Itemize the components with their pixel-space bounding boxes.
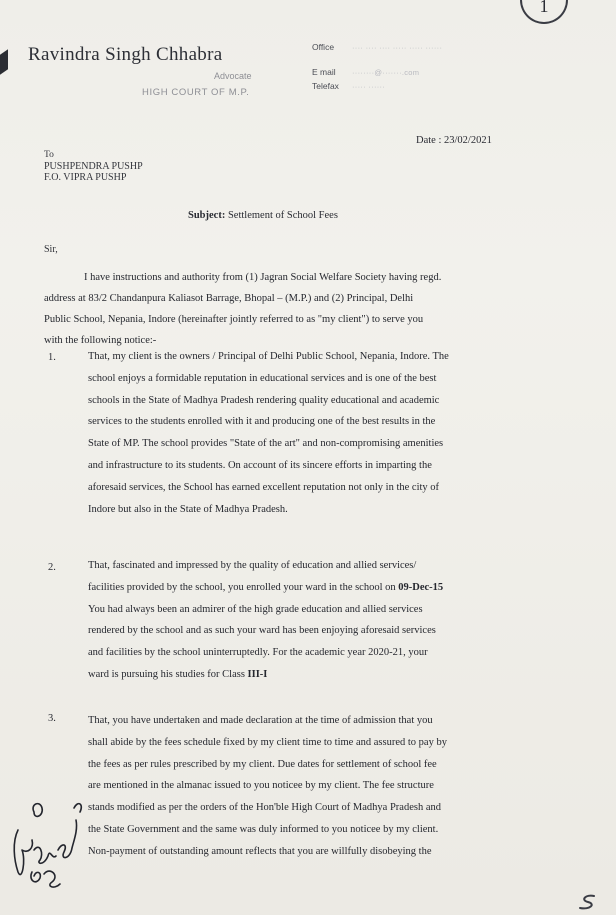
paragraph-line: That, fascinated and impressed by the quality of education and allied services/ (88, 560, 417, 571)
subject-text: Settlement of School Fees (227, 210, 338, 221)
contact-value: ········@·······.com (352, 67, 420, 77)
paragraph-line: services to the students enrolled with it and producing one of the best results in the (88, 416, 436, 428)
letterhead-name: Ravindra Singh Chhabra (28, 44, 223, 65)
contact-label: Office (312, 42, 335, 52)
paragraph-body (88, 555, 548, 686)
paragraph-line: stands modified as per the orders of the Hon'ble High Court of Madhya Pradesh and (88, 802, 441, 814)
paragraph-number: 3. (48, 713, 56, 724)
paragraph-body (88, 710, 548, 863)
contact-email-row (312, 65, 442, 79)
paragraph-number: 1. (48, 352, 56, 363)
paragraph-number: 2. (48, 562, 56, 573)
contact-office-row (312, 40, 442, 54)
contact-label: Telefax (312, 81, 339, 91)
paragraph-line (88, 664, 548, 686)
class-value: III-I (247, 668, 268, 680)
enrollment-date: 09-Dec-15 (398, 581, 444, 593)
recipient-name: PUSHPENDRA PUSHP (44, 161, 143, 172)
contact-label: E mail (312, 67, 336, 77)
paragraph-line: State of MP. The school provides "State of the art" and non-compromising amenities (88, 438, 444, 450)
paragraph-line: are mentioned in the almanac issued to you noticee by my client. The fee structure (88, 780, 434, 792)
letterhead-court: HIGH COURT OF M.P. (142, 87, 250, 98)
letterhead-title: Advocate (214, 71, 252, 81)
paragraph-line: the fees as per rules prescribed by my client. Due dates for settlement of school fee (88, 758, 437, 770)
paragraph-line: and infrastructure to its students. On account of its sincere efforts in imparting the (88, 459, 432, 471)
paragraph-line: Non-payment of outstanding amount reflects that you are willfully disobeying the (88, 845, 432, 857)
salutation: Sir, (44, 244, 58, 255)
intro-line: I have instructions and authority from (1) Jagran Social Welfare Society having regd. (84, 272, 442, 283)
recipient-to: To (44, 150, 54, 160)
edge-mark (0, 49, 8, 75)
subject-line (188, 210, 338, 221)
paragraph-line: rendered by the school and as such your ward has been enjoying aforesaid services (88, 625, 436, 637)
intro-paragraph (44, 267, 554, 351)
paragraph-line: Indore but also in the State of Madhya Pradesh. (88, 503, 288, 515)
paragraph-line: the State Government and the same was duly informed to you noticee by my client. (88, 823, 439, 835)
recipient-care-of: F.O. VIPRA PUSHP (44, 172, 127, 183)
contact-telefax-row (312, 79, 442, 93)
intro-line: Public School, Nepania, Indore (hereinafter jointly referred to as "my client") to serve you (44, 314, 424, 325)
intro-line: address at 83/2 Chandanpura Kaliasot Barrage, Bhopal – (M.P.) and (2) Principal, Delhi (44, 293, 414, 304)
contact-value: ···· ···· ···· ····· ····· ······ (352, 42, 443, 52)
letterhead-contact (312, 40, 442, 93)
paragraph-line: shall abide by the fees schedule fixed by my client time to time and assured to pay by (88, 736, 447, 748)
paragraph-line: aforesaid services, the School has earned excellent reputation not only in the city of (88, 481, 440, 493)
subject-label: Subject: (188, 210, 226, 221)
paragraph-line: You had always been an admirer of the high grade education and allied services (88, 603, 423, 615)
paragraph-body (88, 346, 548, 520)
corner-scribble (572, 892, 602, 912)
page-number: 1 (520, 0, 568, 24)
letter-date: Date : 23/02/2021 (416, 135, 492, 146)
recipient-block (44, 150, 143, 183)
paragraph-line: That, my client is the owners / Principal of Delhi Public School, Nepania, Indore. The (88, 351, 449, 362)
intro-line: with the following notice:- (44, 335, 157, 346)
contact-value: ····· ······ (352, 81, 386, 91)
paragraph-line: and facilities by the school uninterruptedly. For the academic year 2020-21, your (88, 647, 428, 659)
paragraph-text: facilities provided by the school, you enrolled your ward in the school on (88, 581, 399, 593)
handwritten-signature (4, 790, 88, 900)
paragraph-line (88, 577, 548, 599)
paragraph-line: That, you have undertaken and made declaration at the time of admission that you (88, 715, 433, 726)
paragraph-text: ward is pursuing his studies for Class (88, 668, 248, 680)
paragraph-line: school enjoys a formidable reputation in educational services and is one of the best (88, 372, 437, 384)
paragraph-line: schools in the State of Madhya Pradesh rendering quality educational and academic (88, 394, 440, 406)
